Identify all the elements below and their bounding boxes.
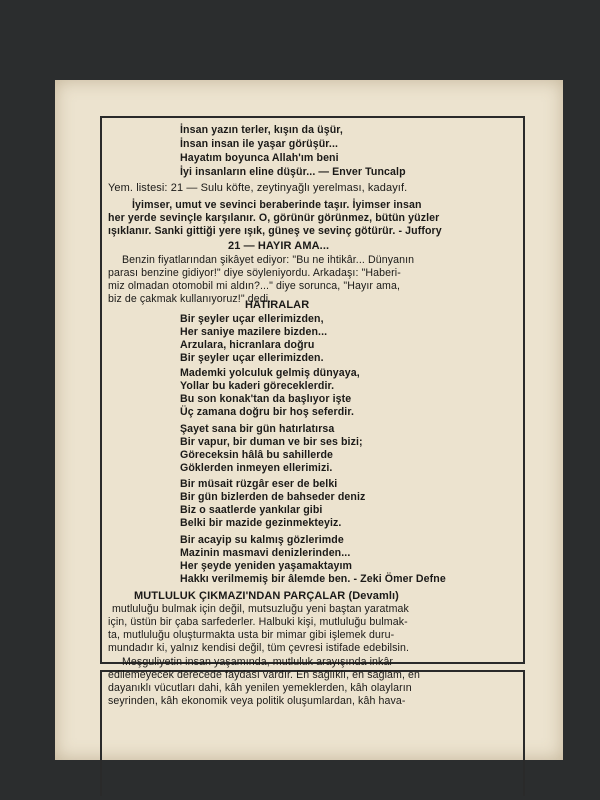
poem2-line: Üç zamana doğru bir hoş seferdir. bbox=[180, 406, 355, 418]
poem2-line: Bir vapur, bir duman ve bir ses bizi; bbox=[180, 436, 363, 448]
article-line: ta, mutluluğu oluşturmakta usta bir mimar gibi işlemek duru- bbox=[108, 629, 395, 641]
menu-line: Yem. listesi: 21 — Sulu köfte, zeytinyağlı yerelması, kadayıf. bbox=[108, 182, 408, 194]
poem2-line: Her saniye mazilere bizden... bbox=[180, 326, 328, 338]
poem2-line: Bu son konak'tan da başlıyor işte bbox=[180, 393, 352, 405]
poem2-line: Şayet sana bir gün hatırlatırsa bbox=[180, 423, 335, 435]
joke-line: miz olmadan otomobil mi aldın?..." diye sorunca, "Hayır ama, bbox=[108, 280, 401, 292]
poem1-line: Hayatım boyunca Allah'ım beni bbox=[180, 152, 339, 164]
quote-line: her yerde sevinçle karşılanır. O, görünür görünmez, bütün yüzler bbox=[108, 212, 440, 224]
poem2-line: Bir gün bizlerden de bahseder deniz bbox=[180, 491, 366, 503]
poem1-line: İnsan insan ile yaşar görüşür... bbox=[180, 138, 339, 150]
quote-line: İyimser, umut ve sevinci beraberinde taşır. İyimser insan bbox=[132, 199, 422, 211]
article-title: MUTLULUK ÇIKMAZI'NDAN PARÇALAR (Devamlı) bbox=[134, 590, 399, 602]
article-line: için, üstün bir çaba sarfederler. Halbuki kişi, mutluluğu bulmak- bbox=[108, 616, 408, 628]
joke-line: Benzin fiyatlarından şikâyet ediyor: "Bu ne ihtikâr... Dünyanın bbox=[122, 254, 415, 266]
poem2-line: Bir müsait rüzgâr eser de belki bbox=[180, 478, 338, 490]
article-line: edilemeyecek derecede faydası vardır. En sağlıklı, en sağlam, en bbox=[108, 669, 421, 681]
poem2-line: Hakkı verilmemiş bir âlemde ben. - Zeki Ömer Defne bbox=[180, 573, 446, 585]
poem2-line: Mademki yolculuk gelmiş dünyaya, bbox=[180, 367, 360, 379]
joke-title: 21 — HAYIR AMA... bbox=[228, 240, 330, 252]
poem2-line: Bir şeyler uçar ellerimizden, bbox=[180, 313, 324, 325]
poem2-line: Biz o saatlerde yankılar gibi bbox=[180, 504, 323, 516]
poem2-line: Bir şeyler uçar ellerimizden. bbox=[180, 352, 324, 364]
poem2-line: Göreceksin hâlâ bu sahillerde bbox=[180, 449, 334, 461]
joke-line: parası benzine gidiyor!" diye söyleniyordu. Arkadaşı: "Haberi- bbox=[108, 267, 401, 279]
article-line: mundadır ki, yalnız kendisi değil, tüm çevresi istifade edebilsin. bbox=[108, 642, 410, 654]
poem2-title: HATIRALAR bbox=[245, 299, 310, 311]
poem2-line: Yollar bu kaderi göreceklerdir. bbox=[180, 380, 335, 392]
poem2-line: Belki bir mazide gezinmekteyiz. bbox=[180, 517, 342, 529]
poem2-line: Bir acayip su kalmış gözlerimde bbox=[180, 534, 344, 546]
poem1-line: İnsan yazın terler, kışın da üşür, bbox=[180, 124, 343, 136]
poem1-line: İyi insanların eline düşür... — Enver Tuncalp bbox=[180, 166, 406, 178]
article-line: Meşguliyetin insan yaşamında, mutluluk arayışında inkâr bbox=[122, 656, 394, 668]
poem2-line: Her şeyde yeniden yaşamaktayım bbox=[180, 560, 353, 572]
quote-line: ışıklanır. Sanki gittiği yere ışık, güneş ve sevinç götürür. - Juffory bbox=[108, 225, 442, 237]
poem2-line: Mazinin masmavi denizlerinden... bbox=[180, 547, 351, 559]
article-line: dayanıklı vücutları dahi, kâh yenilen yemeklerden, kâh olayların bbox=[108, 682, 412, 694]
poem2-line: Arzulara, hicranlara doğru bbox=[180, 339, 315, 351]
poem2-line: Göklerden inmeyen ellerimizi. bbox=[180, 462, 333, 474]
joke-line: biz de çakmak kullanıyoruz!" dedi. bbox=[108, 293, 272, 305]
article-line: mutluluğu bulmak için değil, mutsuzluğu yeni baştan yaratmak bbox=[112, 603, 409, 615]
article-line: seyrinden, kâh ekonomik veya politik oluşumlardan, kâh hava- bbox=[108, 695, 406, 707]
